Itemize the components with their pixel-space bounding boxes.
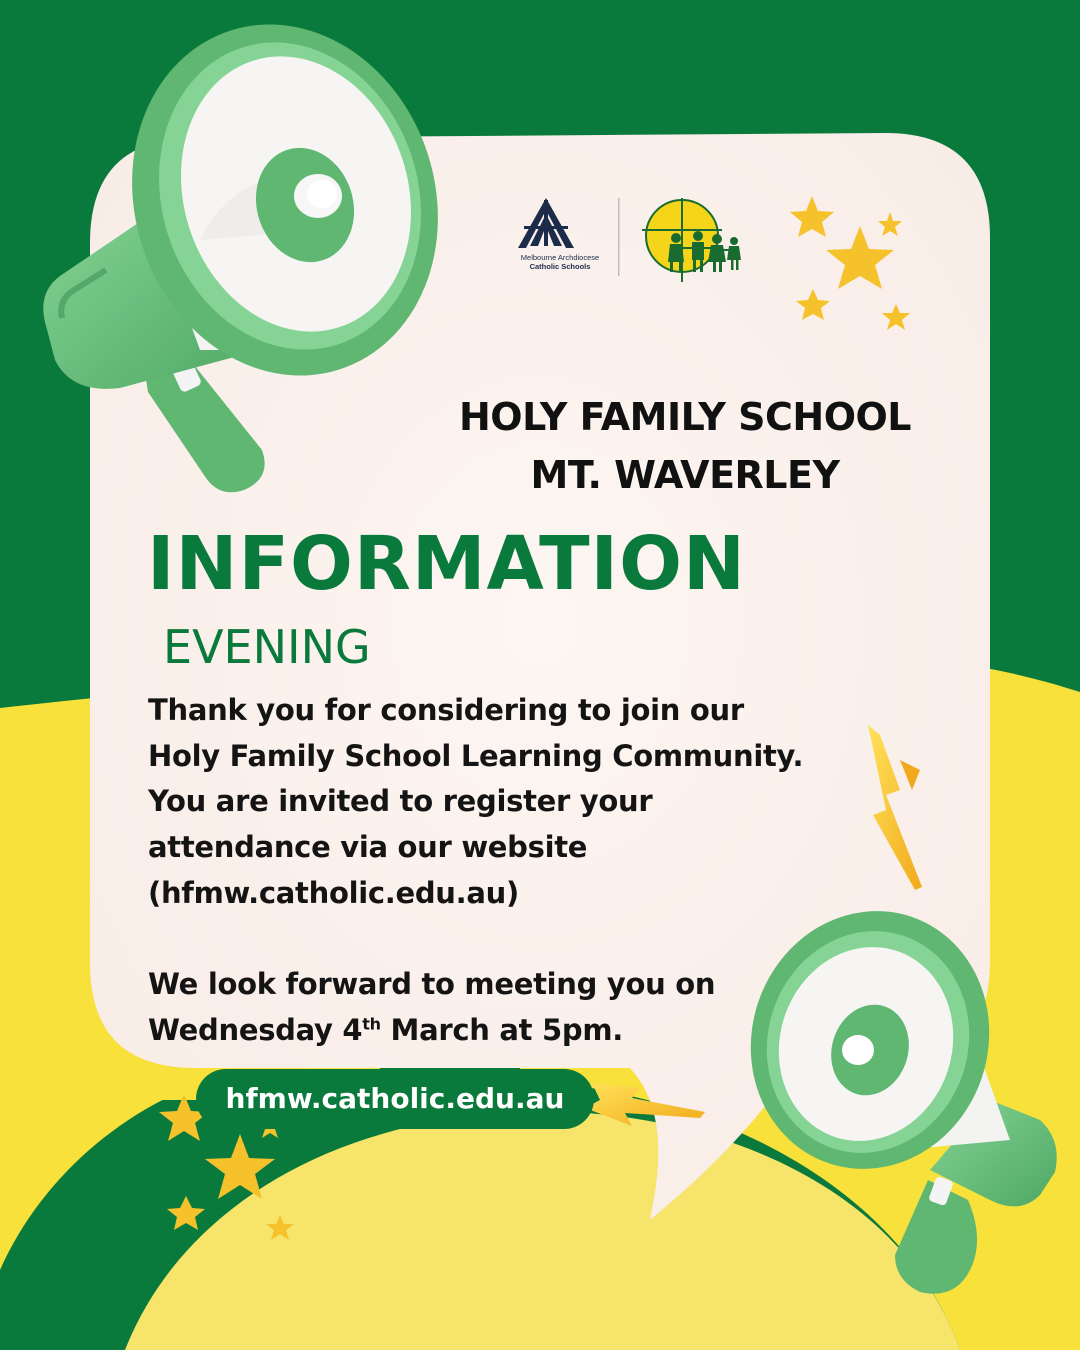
event-line: We look forward to meeting you on [148,967,716,1002]
logo-block [505,193,755,283]
event-date-ordinal: th [362,1014,381,1034]
website-link-button[interactable]: hfmw.catholic.edu.au [196,1069,594,1129]
headline: INFORMATION [147,521,746,607]
subheadline: EVENING [163,620,371,674]
invitation-line: Thank you for considering to join our [148,693,744,727]
mac-logo-line1: Melbourne Archdiocese [520,253,600,262]
event-date-day: Wednesday 4 [148,1012,363,1047]
school-location: MT. WAVERLEY [530,453,840,497]
invitation-line: Holy Family School Learning Community. [148,738,804,773]
school-title [380,388,990,504]
school-name: HOLY FAMILY SCHOOL [458,395,912,439]
mac-logo-line2: Catholic Schools [529,262,591,271]
event-date-time: March at 5pm. [380,1012,623,1047]
invitation-line: attendance via our website [148,830,588,865]
invitation-line: You are invited to register your [148,784,653,819]
invitation-text [148,688,868,1054]
event-date [148,1008,868,1054]
mac-logo-text [505,253,615,271]
invitation-website: (hfmw.catholic.edu.au) [148,875,519,910]
